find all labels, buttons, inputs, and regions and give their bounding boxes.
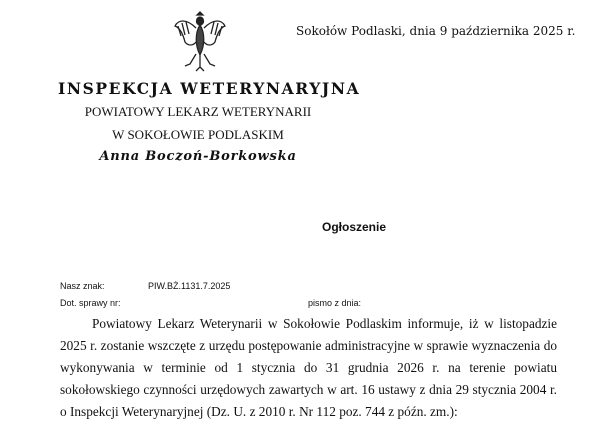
- institution-name: INSPEKCJA WETERYNARYJNA: [58, 79, 361, 98]
- announcement-body: [60, 313, 557, 423]
- office-location: W SOKOŁOWIE PODLASKIM: [112, 127, 284, 142]
- our-ref-value: PIW.BŻ.1131.7.2025: [148, 281, 231, 291]
- eagle-emblem-icon: [172, 8, 228, 74]
- letter-date-label: pismo z dnia:: [308, 298, 362, 308]
- document-title: Ogłoszenie: [322, 220, 387, 234]
- body-text: Powiatowy Lekarz Weterynarii w Sokołowie Podlaskim informuje, iż w listopadzie 2025 r. zostanie wszczęte z urzędu postępowanie administracyjne w sprawie wyznaczenia do wykonywania w terminie od 1 stycznia do 31 grudnia 2026 r. na terenie powiatu sokołowskiego czynności urzędowych zawartych w art. 16 ustawy z dnia 29 stycznia 2004 r. o Inspekcji Weterynaryjnej (Dz. U. z 2010 r. Nr 112 poz. 744 z późn. zm.):: [60, 316, 557, 419]
- office-title: POWIATOWY LEKARZ WETERYNARII: [84, 104, 312, 119]
- document-date: Sokołów Podlaski, dnia 9 października 2025 r.: [296, 24, 576, 38]
- case-number-label: Dot. sprawy nr:: [60, 298, 121, 308]
- our-ref-label: Nasz znak:: [60, 281, 105, 291]
- officer-name: Anna Boczoń-Borkowska: [99, 149, 297, 164]
